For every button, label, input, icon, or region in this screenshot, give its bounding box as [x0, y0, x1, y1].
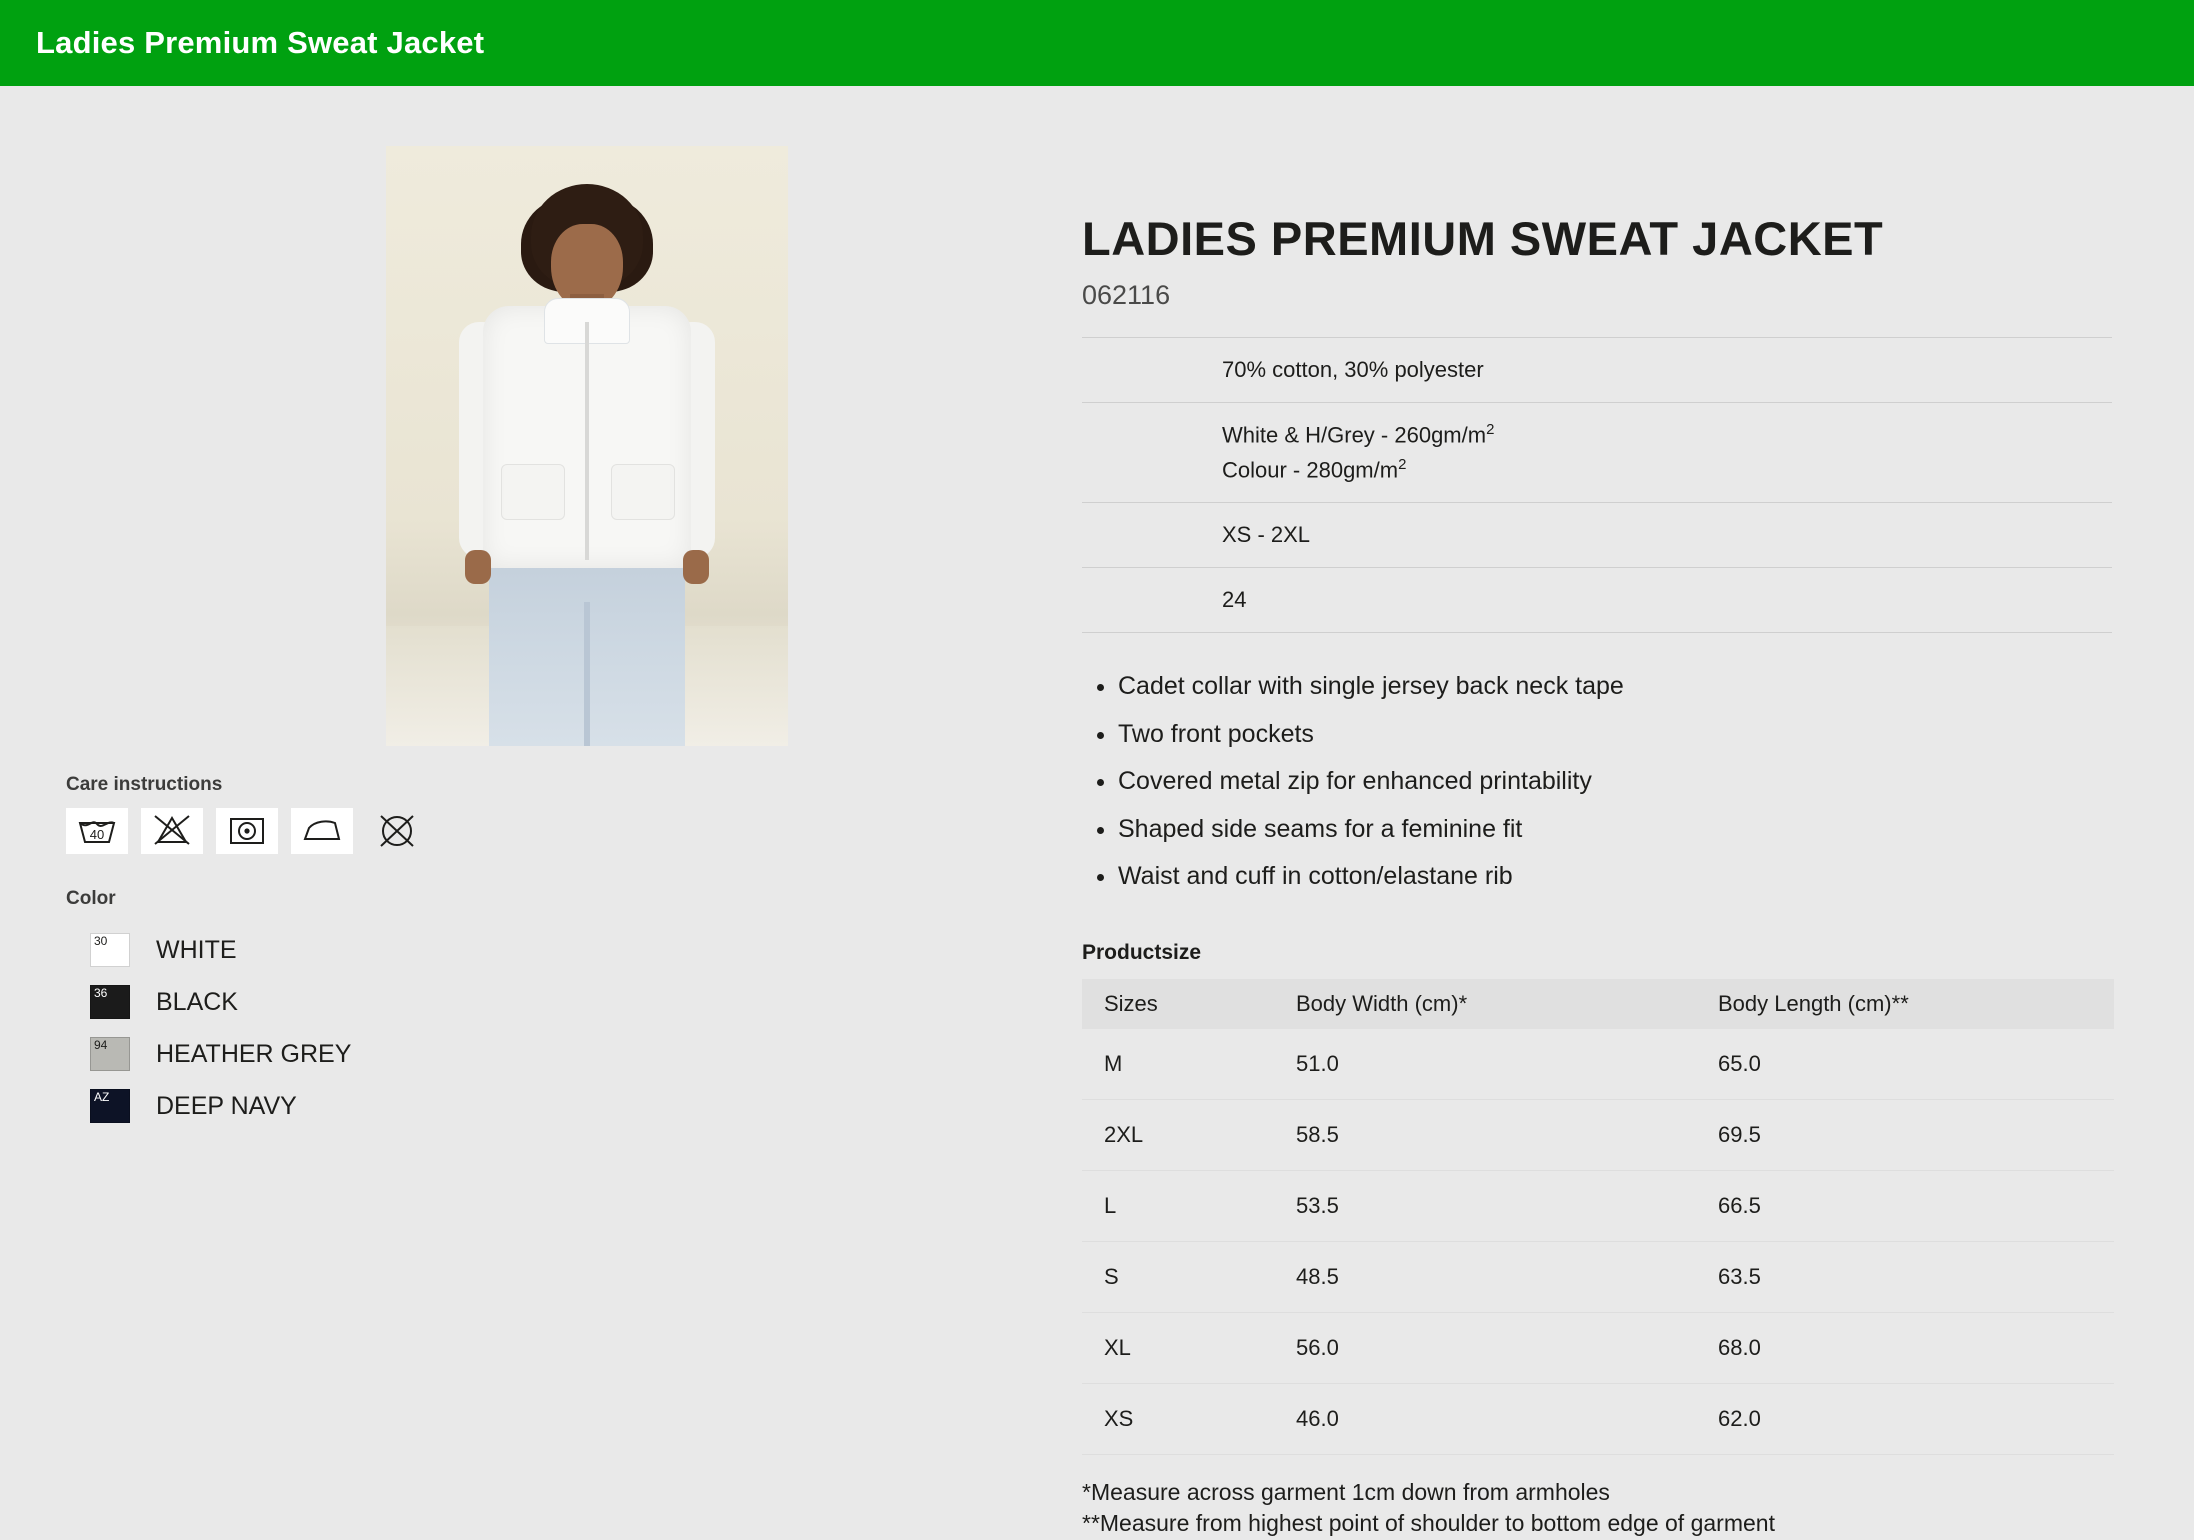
color-name: HEATHER GREY	[156, 1039, 352, 1068]
color-label: Color	[66, 888, 116, 909]
list-item: • Two front pockets	[1118, 717, 2114, 753]
cell-size: XS	[1082, 1383, 1274, 1454]
cell-body-length: 65.0	[1696, 1029, 2114, 1100]
list-item: • Waist and cuff in cotton/elastane rib	[1118, 859, 2114, 895]
size-note-2: **Measure from highest point of shoulder to bottom edge of garment	[1082, 1510, 1775, 1537]
spec-table	[1082, 337, 2112, 633]
product-code: 062116	[1082, 280, 1171, 310]
spec-key	[1082, 403, 1222, 503]
size-table-header-row	[1082, 979, 2114, 1029]
spec-row-material	[1082, 338, 2112, 403]
cell-body-width: 58.5	[1274, 1099, 1696, 1170]
left-column	[0, 86, 1082, 1132]
spec-value-weight	[1222, 403, 2112, 503]
do-not-dry-clean-icon	[366, 808, 428, 854]
color-item[interactable]	[90, 1028, 1082, 1080]
table-row	[1082, 1383, 2114, 1454]
spec-row-weight	[1082, 403, 2112, 503]
spec-value-sizes: XS - 2XL	[1222, 521, 1311, 547]
jacket-pocket-right	[611, 464, 675, 520]
spec-value-material: 70% cotton, 30% polyester	[1222, 357, 1484, 382]
spec-key	[1082, 568, 1222, 633]
color-item[interactable]	[90, 976, 1082, 1028]
table-row	[1082, 1312, 2114, 1383]
cell-size: L	[1082, 1170, 1274, 1241]
cell-body-width: 46.0	[1274, 1383, 1696, 1454]
size-notes	[1082, 1477, 2114, 1540]
cell-body-length: 69.5	[1696, 1099, 2114, 1170]
color-item[interactable]	[90, 924, 1082, 976]
spec-value-quantity: 24	[1222, 587, 1247, 613]
model-hand-right	[683, 550, 709, 584]
table-row	[1082, 1099, 2114, 1170]
iron-icon	[291, 808, 353, 854]
color-swatch	[90, 1089, 130, 1123]
spec-row-quantity	[1082, 568, 2112, 633]
care-icons	[66, 808, 1082, 854]
cell-body-width: 56.0	[1274, 1312, 1696, 1383]
color-code: 36	[94, 986, 108, 1000]
color-code: 94	[94, 1038, 108, 1052]
cell-body-length: 66.5	[1696, 1170, 2114, 1241]
cell-size: S	[1082, 1241, 1274, 1312]
column-header-sizes: Sizes	[1082, 979, 1274, 1029]
cell-body-length: 63.5	[1696, 1241, 2114, 1312]
color-item[interactable]	[90, 1080, 1082, 1132]
color-swatch	[90, 1037, 130, 1071]
do-not-bleach-icon	[141, 808, 203, 854]
model-hand-left	[465, 550, 491, 584]
size-table	[1082, 979, 2114, 1455]
spec-key	[1082, 338, 1222, 403]
feature-list	[1082, 669, 2114, 895]
color-swatch	[90, 933, 130, 967]
jacket-zip	[585, 322, 589, 560]
header-bar	[0, 0, 2194, 86]
cell-body-width: 51.0	[1274, 1029, 1696, 1100]
productsize-label: Productsize	[1082, 940, 1202, 964]
cell-body-width: 48.5	[1274, 1241, 1696, 1312]
spec-key	[1082, 502, 1222, 567]
color-name: DEEP NAVY	[156, 1091, 297, 1120]
care-instructions-label: Care instructions	[66, 774, 223, 795]
table-row	[1082, 1170, 2114, 1241]
color-code: AZ	[94, 1090, 110, 1104]
jacket-pocket-left	[501, 464, 565, 520]
wash-40-icon	[66, 808, 128, 854]
column-header-body-width: Body Width (cm)*	[1274, 979, 1696, 1029]
svg-text:40: 40	[89, 827, 105, 842]
cell-body-length: 62.0	[1696, 1383, 2114, 1454]
color-name: BLACK	[156, 987, 238, 1016]
cell-size: 2XL	[1082, 1099, 1274, 1170]
color-list	[90, 924, 1082, 1132]
table-row	[1082, 1241, 2114, 1312]
cell-size: XL	[1082, 1312, 1274, 1383]
list-item: • Cadet collar with single jersey back neck tape	[1118, 669, 2114, 705]
spec-weight-line-1: White & H/Grey - $260gm/m^2$	[1222, 421, 1495, 448]
cell-body-width: 53.5	[1274, 1170, 1696, 1241]
list-item: • Covered metal zip for enhanced printability	[1118, 764, 2114, 800]
tumble-dry-icon	[216, 808, 278, 854]
size-note-1: *Measure across garment 1cm down from armholes	[1082, 1478, 1610, 1505]
right-column	[1082, 86, 2194, 1540]
list-item: • Shaped side seams for a feminine fit	[1118, 812, 2114, 848]
spec-weight-line-2: Colour - $280gm/m^2$	[1222, 455, 1407, 482]
color-code: 30	[94, 934, 108, 948]
color-name: WHITE	[156, 935, 237, 964]
model-jeans	[489, 552, 685, 746]
page-title: Ladies Premium Sweat Jacket	[36, 25, 485, 60]
spec-row-sizes	[1082, 502, 2112, 567]
cell-body-length: 68.0	[1696, 1312, 2114, 1383]
page-content	[0, 86, 2194, 1540]
product-photo	[386, 146, 788, 746]
cell-size: M	[1082, 1029, 1274, 1100]
color-swatch	[90, 985, 130, 1019]
product-title: LADIES PREMIUM SWEAT JACKET	[1082, 212, 1884, 265]
column-header-body-length: Body Length (cm)**	[1696, 979, 2114, 1029]
table-row	[1082, 1029, 2114, 1100]
